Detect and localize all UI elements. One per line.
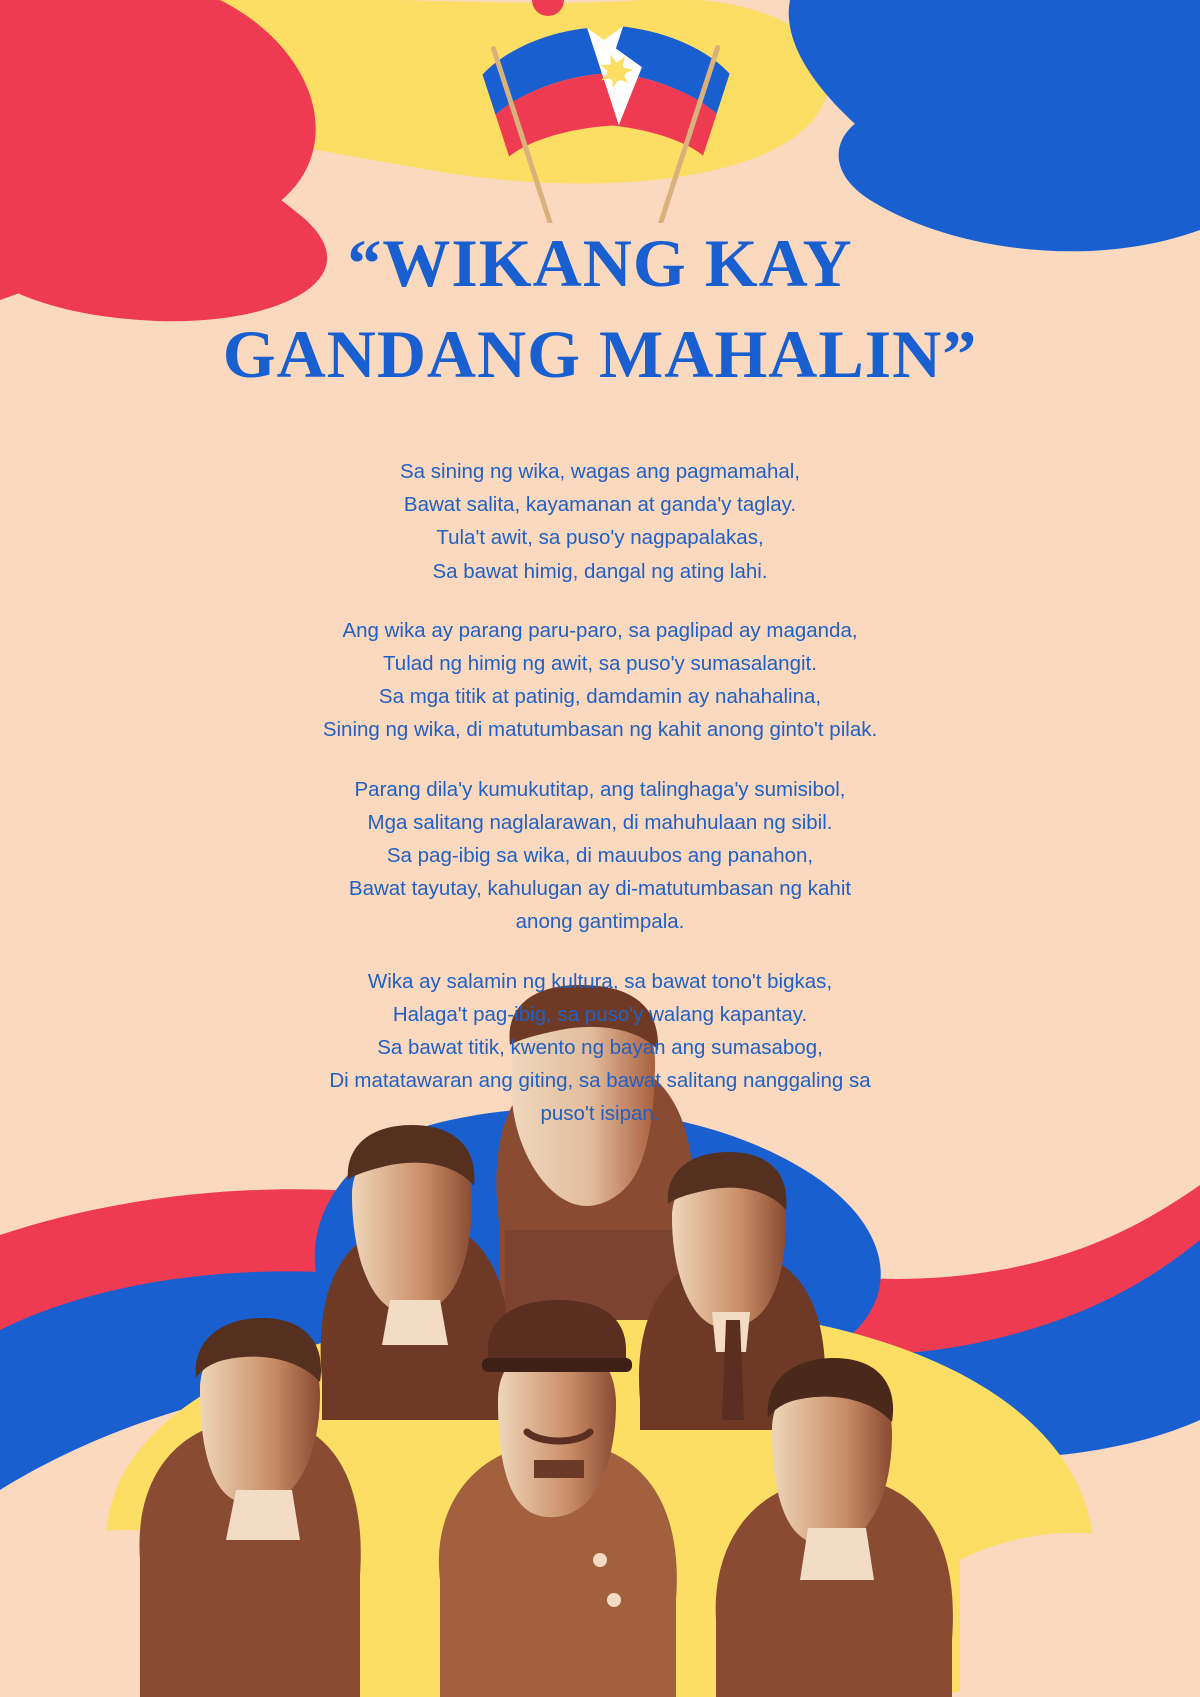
crossed-philippine-flags-icon [460,8,750,223]
page-title [0,218,1200,400]
poem-line: anong gantimpala. [515,910,685,934]
poem-stanza-2 [170,614,1030,747]
poem-body [0,455,1200,1131]
poem-line: Bawat tayutay, kahulugan ay di-matutumbasan ng kahit [348,877,852,901]
poem-line: Sa sining ng wika, wagas ang pagmamahal, [400,460,800,483]
poem-line: Sa mga titik at patinig, damdamin ay nahahalina, [378,685,822,709]
title-line-2: GANDANG MAHALIN” [222,316,978,393]
title-line-1: “WIKANG KAY [347,225,853,301]
poem-stanza-1 [170,455,1030,588]
poem-line: puso't isipan. [540,1102,660,1126]
poem-line: Bawat salita, kayamanan at ganda'y taglay. [403,493,797,517]
poem-line: Tulad ng himig ng awit, sa puso'y sumasalangit. [383,652,817,676]
poem-line: Sa bawat titik, kwento ng bayan ang sumasabog, [377,1036,823,1060]
poem-stanza-3 [170,773,1030,939]
poem-line: Ang wika ay parang paru-paro, sa paglipad ay maganda, [342,618,858,642]
poem-stanza-4 [170,965,1030,1131]
poem-line: Tula't awit, sa puso'y nagpapalakas, [436,526,764,550]
poem-line: Parang dila'y kumukutitap, ang talinghaga'y sumisibol, [354,777,846,801]
poem-line: Sining ng wika, di matutumbasan ng kahit anong ginto't pilak. [322,718,878,742]
poem-line: Sa pag-ibig sa wika, di mauubos ang panahon, [386,844,814,868]
poem-line: Halaga't pag-ibig, sa puso'y walang kapantay. [392,1002,808,1026]
poem-line: Di matatawaran ang giting, sa bawat salitang nanggaling sa [329,1069,871,1093]
poem-line: Wika ay salamin ng kultura, sa bawat tono't bigkas, [367,969,833,993]
poem-line: Sa bawat himig, dangal ng ating lahi. [432,559,768,583]
poem-line: Mga salitang naglalarawan, di mahuhulaan ng sibil. [367,810,833,834]
